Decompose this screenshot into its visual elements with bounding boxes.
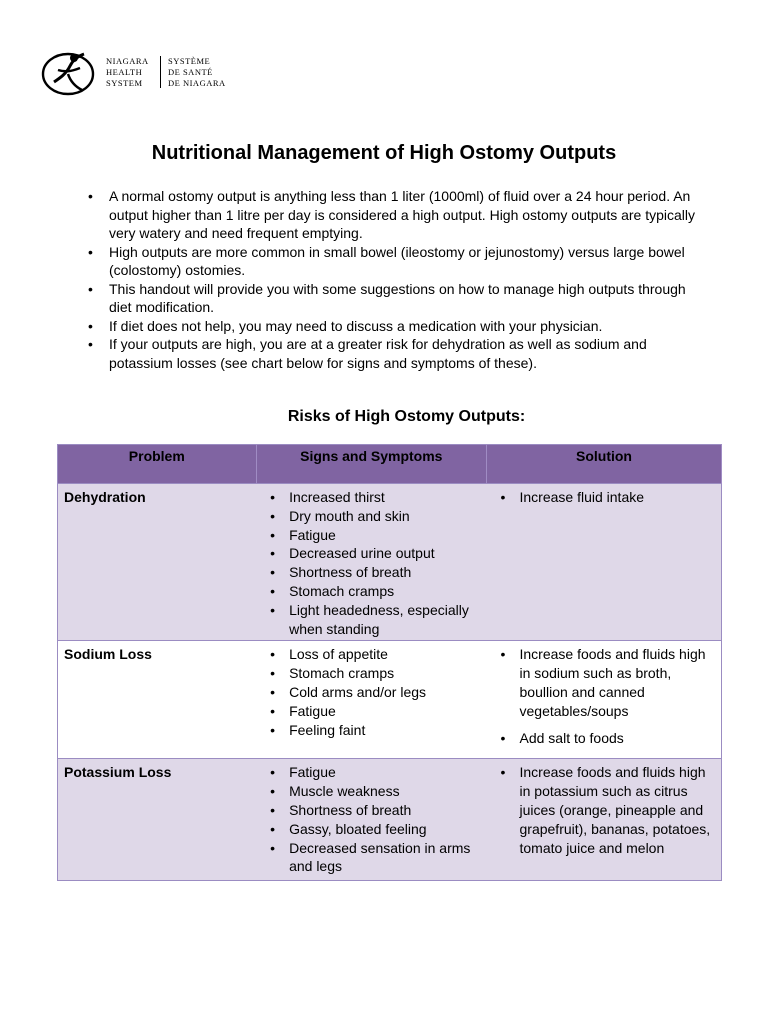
sign-item: • Loss of appetite [262,645,480,664]
risks-table [57,444,722,881]
intro-item: • A normal ostomy output is anything less than 1 liter (1000ml) of fluid over a 24 hour period. An output higher than 1 litre per day is considered a high output. High ostomy outputs are typically very watery and need frequent emptying. [88,187,698,243]
table-row-sodium-loss [58,641,722,759]
intro-item: • If diet does not help, you may need to discuss a medication with your physician. [88,317,698,336]
page-title: Nutritional Management of High Ostomy Outputs [151,142,617,164]
logo-en-line: SYSTEM [106,78,143,88]
column-header-problem: Problem [58,445,257,484]
sign-item: • Fatigue [262,763,480,782]
sign-item: • Dry mouth and skin [262,507,480,526]
logo-fr-line: SYSTÈME [168,56,211,66]
sign-item: • Fatigue [262,526,480,545]
intro-item: • If your outputs are high, you are at a greater risk for dehydration as well as sodium and potassium losses (see chart below for signs and symptoms of these). [88,335,698,372]
sign-item: • Gassy, bloated feeling [262,820,480,839]
solution-item: • Add salt to foods [493,729,716,748]
problem-cell: Dehydration [58,484,257,641]
logo-text-english [106,56,149,89]
table-header-row [58,445,722,484]
column-header-signs: Signs and Symptoms [256,445,486,484]
sign-item: • Light headedness, especially when standing [262,601,480,639]
intro-item: • This handout will provide you with some suggestions on how to manage high outputs through diet modification. [88,280,698,317]
solution-cell [487,484,722,641]
logo-fr-line: DE SANTÉ [168,67,213,77]
problem-cell: Potassium Loss [58,759,257,881]
logo-en-line: HEALTH [106,67,143,77]
solution-item: • Increase foods and fluids high in sodium such as broth, boullion and canned vegetables/soups [493,645,716,720]
sign-item: • Cold arms and/or legs [262,683,480,702]
column-header-solution: Solution [487,445,722,484]
logo-fr-line: DE NIAGARA [168,78,226,88]
intro-item: • High outputs are more common in small bowel (ileostomy or jejunostomy) versus large bowel (colostomy) ostomies. [88,243,698,280]
problem-cell: Sodium Loss [58,641,257,759]
sign-item: • Muscle weakness [262,782,480,801]
sign-item: • Increased thirst [262,488,480,507]
sign-item: • Feeling faint [262,721,480,740]
intro-list [88,187,698,372]
solution-cell [487,641,722,759]
logo-divider [160,56,161,88]
sign-item: • Shortness of breath [262,563,480,582]
table-row-potassium-loss [58,759,722,881]
solution-item: • Increase fluid intake [493,488,716,507]
signs-cell [256,759,486,881]
table-title: Risks of High Ostomy Outputs: [287,408,526,425]
sign-item: • Decreased sensation in arms and legs [262,839,480,877]
organization-logo [40,44,260,100]
signs-cell [256,641,486,759]
sign-item: • Stomach cramps [262,664,480,683]
sign-item: • Shortness of breath [262,801,480,820]
signs-cell [256,484,486,641]
sign-item: • Stomach cramps [262,582,480,601]
solution-item: • Increase foods and fluids high in potassium such as citrus juices (orange, pineapple and grapefruit), bananas, potatoes, tomato juice and melon [493,763,716,857]
solution-cell [487,759,722,881]
logo-en-line: NIAGARA [106,56,149,66]
table-row-dehydration [58,484,722,641]
logo-text-french [168,56,226,89]
sign-item: • Fatigue [262,702,480,721]
sign-item: • Decreased urine output [262,544,480,563]
niagara-health-emblem-icon [40,44,100,100]
